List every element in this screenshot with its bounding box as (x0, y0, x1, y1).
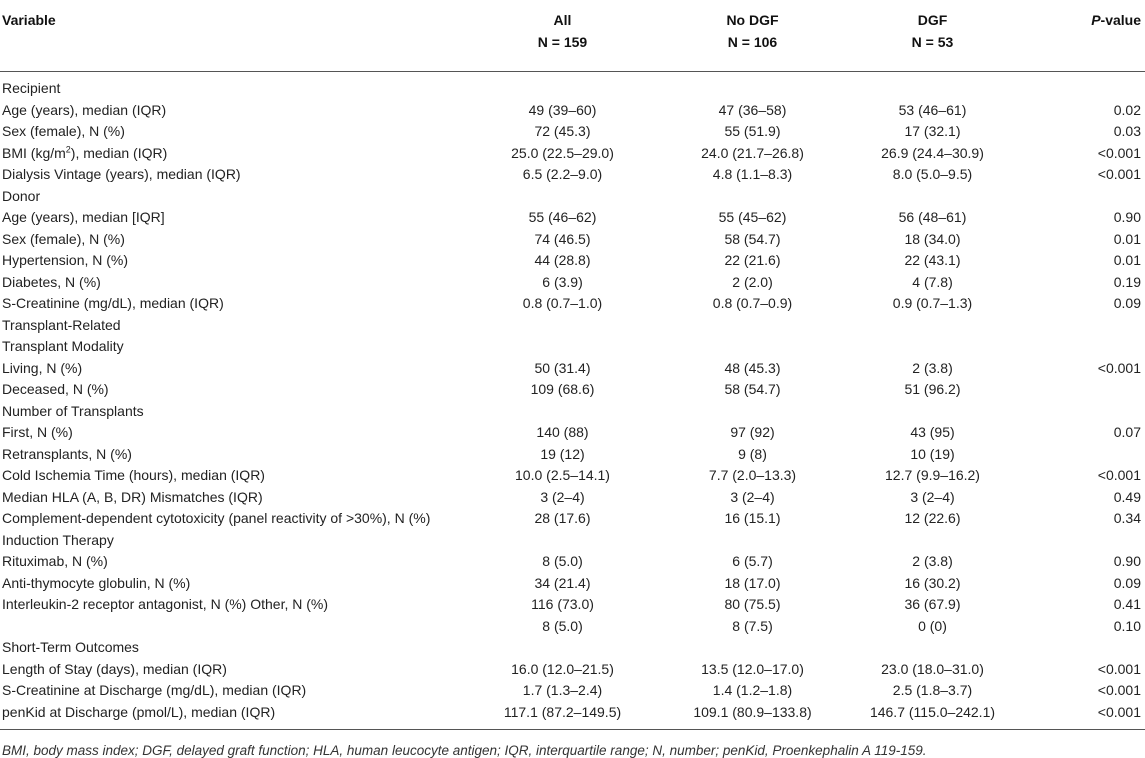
cell-no-dgf (655, 72, 850, 100)
cell-p-value: <0.001 (1097, 166, 1141, 182)
cell-dgf: 12 (22.6) (904, 510, 961, 526)
table-row (0, 250, 1145, 272)
table-row (0, 229, 1145, 251)
cell-p-value: <0.001 (1097, 359, 1141, 376)
cell-dgf: 2 (3.8) (912, 359, 953, 376)
cell-all: 25.0 (22.5–29.0) (511, 144, 614, 161)
cell-dgf: 18 (34.0) (904, 230, 961, 247)
cell-variable: Sex (female), N (%) (2, 123, 125, 139)
cell-all: 1.7 (1.3–2.4) (522, 682, 603, 698)
cell-no-dgf (655, 401, 850, 423)
table-row (0, 379, 1145, 401)
cell-no-dgf: 58 (54.7) (724, 381, 781, 397)
table-row (0, 100, 1145, 122)
table-row (0, 315, 1145, 337)
cell-p-value (1015, 379, 1145, 401)
cell-variable: Age (years), median (IQR) (2, 101, 167, 118)
cell-dgf: 17 (32.1) (904, 123, 961, 139)
cell-p-value (1015, 401, 1145, 423)
cell-no-dgf (655, 637, 850, 659)
cell-p-value: 0.01 (1113, 230, 1141, 247)
table-row (0, 207, 1145, 229)
cell-p-value (1015, 315, 1145, 337)
cell-all: 10.0 (2.5–14.1) (515, 467, 610, 483)
table-row (0, 444, 1145, 466)
cell-all: 49 (39–60) (528, 101, 597, 118)
cell-dgf: 8.0 (5.0–9.5) (892, 166, 973, 182)
cell-all (470, 72, 655, 100)
cell-no-dgf: 0.8 (0.7–0.9) (712, 295, 793, 311)
cell-variable: Interleukin-2 receptor antagonist, N (%) Other, N (%) (2, 596, 329, 612)
cell-all (470, 186, 655, 208)
cell-variable: Cold Ischemia Time (hours), median (IQR) (2, 467, 265, 483)
cell-all: 72 (45.3) (534, 123, 591, 139)
cell-no-dgf: 3 (2–4) (730, 488, 775, 505)
cell-no-dgf: 9 (8) (738, 445, 767, 462)
header-no-dgf-label: No DGF (726, 12, 779, 28)
header-dgf (850, 0, 1015, 72)
header-dgf-count: N = 53 (911, 34, 954, 50)
cell-dgf (850, 530, 1015, 552)
cell-no-dgf: 58 (54.7) (724, 230, 781, 247)
cell-p-value: 0.90 (1113, 209, 1141, 225)
cell-no-dgf: 80 (75.5) (724, 596, 781, 612)
cell-all: 55 (46–62) (528, 209, 597, 225)
table-row (0, 358, 1145, 380)
cell-p-value (1015, 72, 1145, 100)
cell-dgf: 22 (43.1) (904, 252, 961, 268)
cell-all: 8 (5.0) (542, 617, 583, 634)
table-header (0, 0, 1145, 72)
table-row (0, 121, 1145, 143)
cell-all (470, 401, 655, 423)
cell-variable: S-Creatinine at Discharge (mg/dL), median (IQR) (2, 682, 307, 698)
table-row (0, 530, 1145, 552)
cell-all: 44 (28.8) (534, 252, 591, 268)
cell-dgf: 0 (0) (918, 617, 947, 634)
cell-variable: Rituximab, N (%) (2, 553, 108, 569)
cell-no-dgf: 55 (45–62) (718, 209, 787, 225)
cell-variable: Dialysis Vintage (years), median (IQR) (2, 166, 241, 182)
table-row (0, 336, 1145, 358)
header-p-value: P-value (1015, 0, 1145, 72)
cell-dgf: 53 (46–61) (898, 101, 967, 118)
cell-variable: S-Creatinine (mg/dL), median (IQR) (2, 295, 224, 311)
table-row (0, 702, 1145, 730)
cell-dgf: 2.5 (1.8–3.7) (892, 682, 973, 698)
cell-dgf (850, 72, 1015, 100)
cell-dgf: 43 (95) (910, 424, 955, 440)
cell-variable: Length of Stay (days), median (IQR) (2, 660, 227, 677)
cell-variable: Short-Term Outcomes (2, 639, 139, 655)
cell-p-value: 0.10 (1113, 617, 1141, 634)
header-all-label: All (553, 12, 572, 28)
header-variable: Variable (0, 0, 470, 72)
cell-dgf (850, 637, 1015, 659)
cell-dgf (850, 336, 1015, 358)
cell-p-value: <0.001 (1097, 144, 1141, 161)
cell-no-dgf: 55 (51.9) (724, 123, 781, 139)
cell-p-value: 0.03 (1113, 123, 1141, 139)
cell-dgf (850, 315, 1015, 337)
table-row (0, 594, 1145, 616)
table-row (0, 465, 1145, 487)
cell-no-dgf (655, 186, 850, 208)
cell-variable: penKid at Discharge (pmol/L), median (IQR) (0, 702, 470, 730)
table-row (0, 272, 1145, 294)
cell-no-dgf: 97 (92) (730, 424, 775, 440)
cell-all (470, 530, 655, 552)
table-footnote: BMI, body mass index; DGF, delayed graft function; HLA, human leucocyte antigen; IQR, interquartile range; N, number; penKid, Proenkephalin A 119-159. (2, 743, 927, 758)
cell-p-value: <0.001 (1097, 467, 1141, 483)
cell-dgf: 3 (2–4) (910, 488, 955, 505)
cell-dgf (850, 401, 1015, 423)
cell-no-dgf: 109.1 (80.9–133.8) (655, 702, 850, 730)
cell-dgf: 36 (67.9) (904, 596, 961, 612)
cell-dgf: 0.9 (0.7–1.3) (892, 295, 973, 311)
table-row (0, 293, 1145, 315)
cell-variable: Donor (2, 187, 41, 204)
cell-variable: Induction Therapy (2, 531, 114, 548)
cell-dgf: 146.7 (115.0–242.1) (850, 702, 1015, 730)
table-body (0, 72, 1145, 730)
cell-dgf: 16 (30.2) (904, 574, 961, 591)
cell-all: 28 (17.6) (534, 510, 591, 526)
cell-no-dgf: 1.4 (1.2–1.8) (712, 682, 793, 698)
cell-no-dgf: 4.8 (1.1–8.3) (712, 166, 793, 182)
cell-p-value: 0.01 (1113, 252, 1141, 268)
cell-variable: Transplant-Related (2, 316, 121, 333)
cell-p-value: 0.09 (1113, 574, 1141, 591)
cell-dgf: 2 (3.8) (912, 553, 953, 569)
cell-dgf: 12.7 (9.9–16.2) (885, 467, 980, 483)
cell-variable: Transplant Modality (2, 338, 124, 354)
cell-dgf (850, 186, 1015, 208)
cell-no-dgf: 6 (5.7) (732, 553, 773, 569)
header-row (0, 0, 1145, 72)
table-row (0, 401, 1145, 423)
cell-all: 116 (73.0) (531, 596, 594, 612)
cell-p-value: 0.07 (1113, 424, 1141, 440)
cell-no-dgf: 18 (17.0) (724, 574, 781, 591)
table-row (0, 143, 1145, 165)
cell-all: 34 (21.4) (534, 574, 591, 591)
cell-p-value (1015, 530, 1145, 552)
header-dgf-label: DGF (917, 12, 948, 28)
cell-p-value: 0.02 (1113, 101, 1141, 118)
cell-all: 117.1 (87.2–149.5) (470, 702, 655, 730)
cell-no-dgf: 47 (36–58) (718, 101, 787, 118)
cell-variable: Hypertension, N (%) (2, 252, 129, 268)
cell-dgf: 51 (96.2) (904, 381, 961, 397)
cell-no-dgf (655, 530, 850, 552)
table-row (0, 508, 1145, 530)
table-row (0, 487, 1145, 509)
table-row (0, 164, 1145, 186)
cell-p-value: <0.001 (1015, 702, 1145, 730)
table-row (0, 551, 1145, 573)
cell-p-value: 0.09 (1113, 295, 1141, 311)
cell-no-dgf: 7.7 (2.0–13.3) (708, 467, 797, 483)
cell-p-value (1015, 637, 1145, 659)
cell-no-dgf: 2 (2.0) (732, 273, 773, 290)
cell-all: 16.0 (12.0–21.5) (511, 660, 614, 677)
cell-all (470, 637, 655, 659)
table-row (0, 186, 1145, 208)
cell-no-dgf (655, 315, 850, 337)
cell-no-dgf: 8 (7.5) (732, 617, 773, 634)
table-row (0, 422, 1145, 444)
table-row (0, 637, 1145, 659)
cell-variable: Deceased, N (%) (2, 381, 109, 397)
cell-dgf: 4 (7.8) (912, 273, 953, 290)
cell-p-value (1015, 186, 1145, 208)
cell-all: 109 (68.6) (530, 381, 595, 397)
cell-variable: Living, N (%) (2, 359, 83, 376)
cell-variable: Age (years), median [IQR] (2, 209, 165, 225)
cell-variable (0, 616, 470, 638)
header-all-count: N = 159 (537, 34, 588, 50)
cell-all: 3 (2–4) (540, 488, 585, 505)
cell-p-value: 0.41 (1113, 596, 1141, 612)
cell-p-value: 0.34 (1113, 510, 1141, 526)
cell-variable: Diabetes, N (%) (2, 273, 101, 290)
cell-p-value: 0.49 (1113, 488, 1141, 505)
cell-variable: Retransplants, N (%) (2, 445, 132, 462)
table-row (0, 616, 1145, 638)
header-no-dgf-count: N = 106 (727, 34, 778, 50)
cell-no-dgf: 48 (45.3) (724, 359, 781, 376)
cell-all: 8 (5.0) (542, 553, 583, 569)
cell-variable: Sex (female), N (%) (2, 230, 125, 247)
cell-all: 19 (12) (540, 445, 585, 462)
cell-all: 74 (46.5) (534, 230, 591, 247)
cell-no-dgf: 16 (15.1) (724, 510, 781, 526)
cell-dgf: 23.0 (18.0–31.0) (881, 660, 984, 677)
cell-p-value (1015, 444, 1145, 466)
header-all (470, 0, 655, 72)
cell-variable: Number of Transplants (2, 402, 144, 419)
cell-all: 0.8 (0.7–1.0) (522, 295, 603, 311)
cell-no-dgf (655, 336, 850, 358)
table-row (0, 573, 1145, 595)
cell-variable: First, N (%) (2, 424, 73, 440)
cell-all (470, 336, 655, 358)
cell-no-dgf: 22 (21.6) (724, 252, 781, 268)
cell-all: 6 (3.9) (542, 273, 583, 290)
cell-dgf: 56 (48–61) (898, 209, 967, 225)
cell-variable: Recipient (2, 80, 61, 96)
cell-dgf: 26.9 (24.4–30.9) (881, 144, 984, 161)
cell-p-value: 0.19 (1113, 273, 1141, 290)
table-row (0, 72, 1145, 100)
cell-variable: Complement-dependent cytotoxicity (panel reactivity of >30%), N (%) (2, 510, 431, 526)
table-row (0, 680, 1145, 702)
cell-variable: Median HLA (A, B, DR) Mismatches (IQR) (2, 488, 263, 505)
cell-dgf: 10 (19) (910, 445, 955, 462)
cell-p-value (1015, 336, 1145, 358)
cell-all (470, 315, 655, 337)
header-no-dgf (655, 0, 850, 72)
cell-no-dgf: 13.5 (12.0–17.0) (701, 660, 804, 677)
table-row (0, 659, 1145, 681)
cell-p-value: <0.001 (1097, 660, 1141, 677)
cell-all: 140 (88) (536, 424, 589, 440)
cell-all: 6.5 (2.2–9.0) (522, 166, 603, 182)
cell-all: 50 (31.4) (534, 359, 591, 376)
cell-p-value: <0.001 (1097, 682, 1141, 698)
cell-variable: BMI $(kg/m^2)$, median (IQR) (2, 143, 168, 161)
cell-variable: Anti-thymocyte globulin, N (%) (2, 574, 191, 591)
cell-p-value: 0.90 (1113, 553, 1141, 569)
cell-no-dgf: 24.0 (21.7–26.8) (701, 144, 804, 161)
